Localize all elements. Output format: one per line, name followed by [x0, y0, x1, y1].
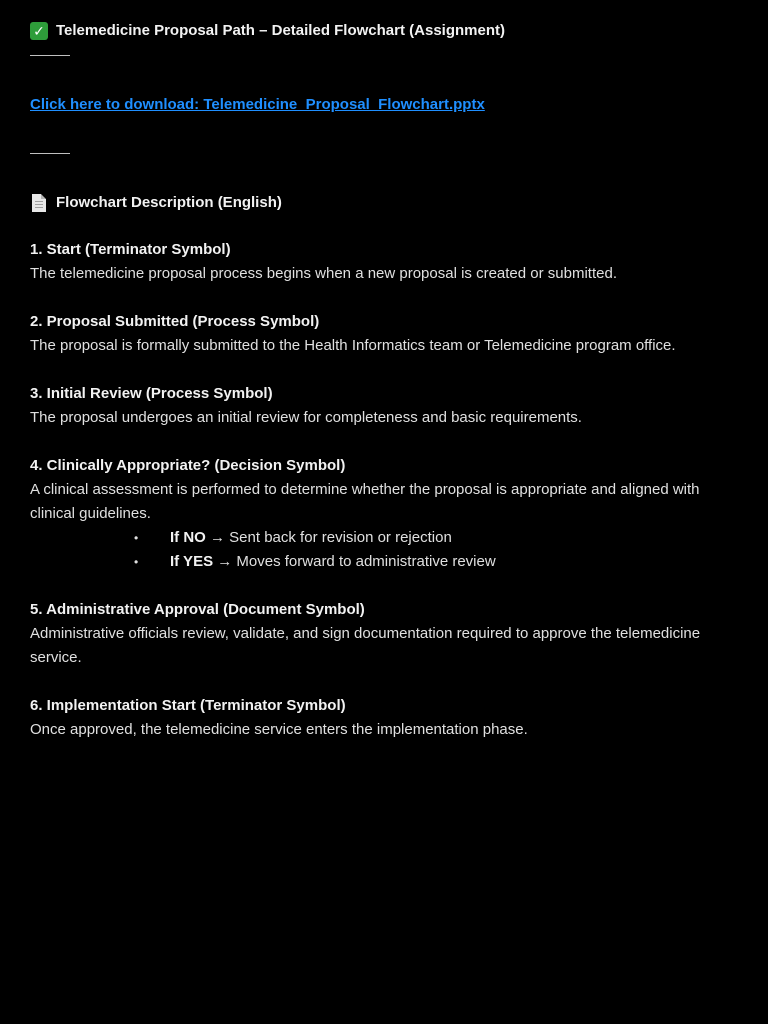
divider: [30, 55, 70, 56]
step-description: Administrative officials review, validate, and sign documentation required to approve the telemedicine service.: [30, 625, 701, 666]
step-item: [30, 694, 738, 742]
bullet-dot: •: [134, 555, 139, 569]
document-icon: [32, 194, 46, 212]
step-title: 6. Implementation Start (Terminator Symbol): [30, 697, 346, 714]
check-mark-icon: ✓: [30, 22, 48, 40]
document-title-row: [30, 18, 738, 44]
step-item: [30, 598, 738, 670]
step-item: [30, 382, 738, 430]
decision-text: → Moves forward to administrative review: [213, 553, 496, 570]
document-title: Telemedicine Proposal Path – Detailed Flowchart (Assignment): [56, 22, 505, 39]
step-description: A clinical assessment is performed to determine whether the proposal is appropriate and aligned with clinical guidelines.: [30, 481, 700, 522]
steps-list: [30, 238, 738, 742]
step-item: [30, 310, 738, 358]
step-title: 1. Start (Terminator Symbol): [30, 241, 231, 258]
divider: [30, 153, 70, 154]
decision-text: → Sent back for revision or rejection: [205, 529, 452, 546]
step-item: [30, 238, 738, 286]
decision-bullet-no: [134, 526, 738, 550]
decision-label: If YES: [170, 553, 214, 570]
download-link[interactable]: Click here to download: Telemedicine_Proposal_Flowchart.pptx: [30, 96, 485, 113]
section-heading-row: [30, 190, 738, 216]
step-item: [30, 454, 738, 574]
decision-label: If NO: [170, 529, 206, 546]
decision-bullets: [30, 526, 738, 574]
bullet-dot: •: [134, 531, 139, 545]
step-description: The proposal undergoes an initial review for completeness and basic requirements.: [30, 409, 582, 426]
section-heading: Flowchart Description (English): [56, 194, 282, 211]
step-description: The proposal is formally submitted to the Health Informatics team or Telemedicine program office.: [30, 337, 676, 354]
step-description: The telemedicine proposal process begins when a new proposal is created or submitted.: [30, 265, 617, 282]
step-title: 2. Proposal Submitted (Process Symbol): [30, 313, 320, 330]
step-title: 4. Clinically Appropriate? (Decision Symbol): [30, 457, 346, 474]
step-title: 3. Initial Review (Process Symbol): [30, 385, 273, 402]
decision-bullet-yes: [134, 550, 738, 574]
step-description: Once approved, the telemedicine service enters the implementation phase.: [30, 721, 528, 738]
step-title: 5. Administrative Approval (Document Symbol): [30, 601, 365, 618]
